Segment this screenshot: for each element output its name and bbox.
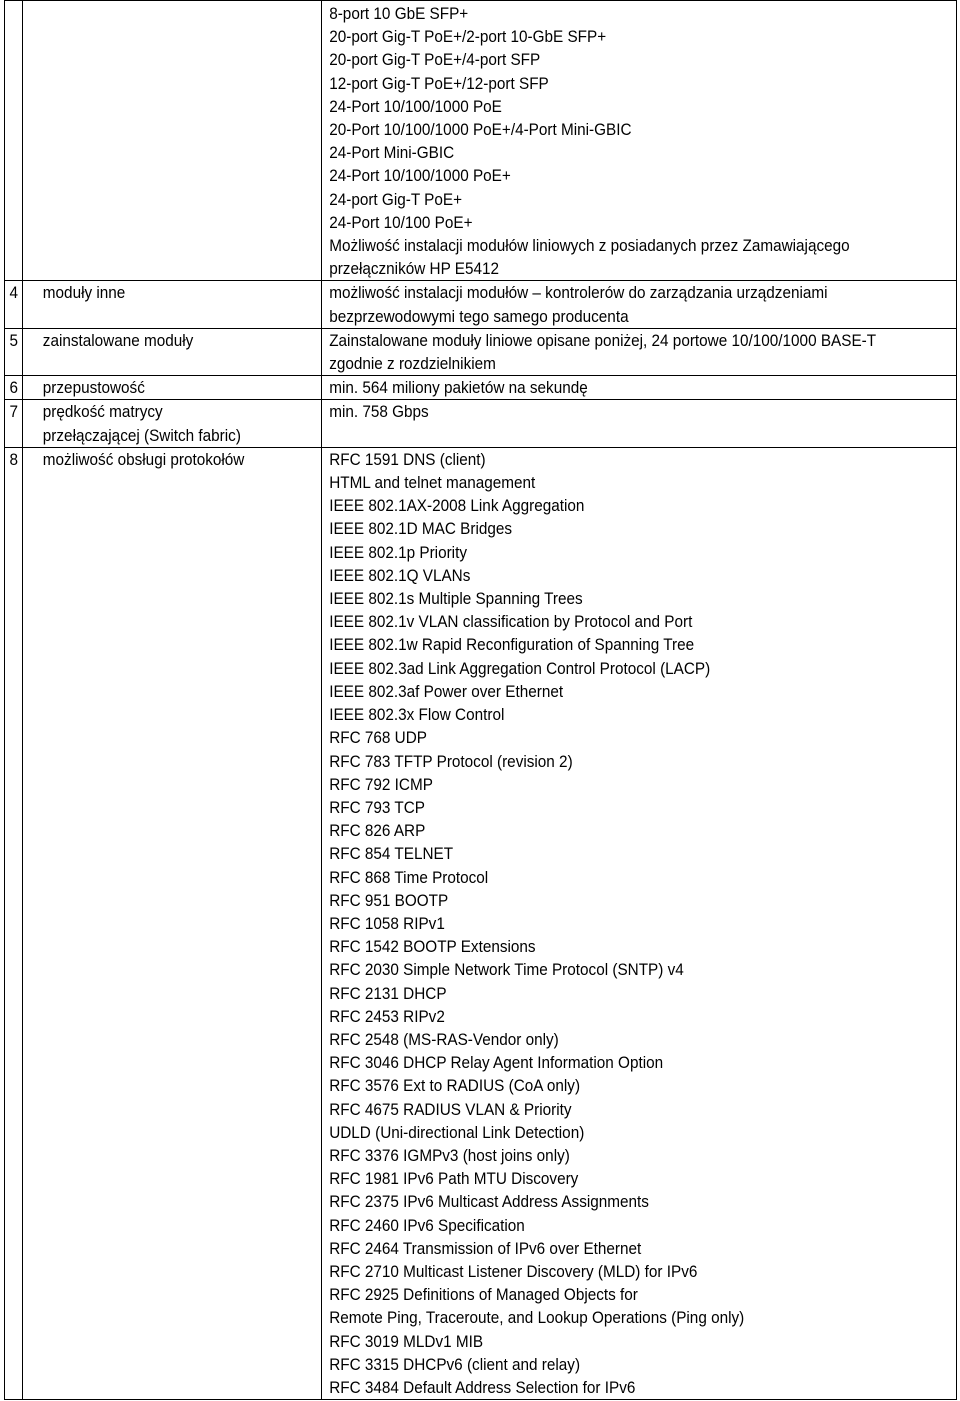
parameter-value-line: min. 758 Gbps: [329, 402, 429, 422]
spec-row: [5, 400, 957, 447]
parameter-value-line: bezprzewodowymi tego samego producenta: [329, 306, 629, 326]
parameter-name-cell: [23, 447, 322, 1399]
parameter-value-line: IEEE 802.1D MAC Bridges: [329, 519, 513, 539]
parameter-value-line: IEEE 802.1p Priority: [329, 542, 467, 562]
parameter-value-line: RFC 2375 IPv6 Multicast Address Assignments: [329, 1192, 649, 1212]
parameter-value-line: Remote Ping, Traceroute, and Lookup Operations (Ping only): [329, 1308, 745, 1328]
row-number: 8: [9, 449, 19, 469]
row-number: 5: [9, 330, 19, 350]
parameter-value-cell: [322, 376, 957, 400]
parameter-value-line: 24-port Gig-T PoE+: [329, 189, 463, 209]
parameter-value-line: RFC 3315 DHCPv6 (client and relay): [329, 1354, 581, 1374]
parameter-value-line: RFC 3046 DHCP Relay Agent Information Option: [329, 1053, 664, 1073]
parameter-value-line: RFC 3376 IGMPv3 (host joins only): [329, 1145, 570, 1165]
parameter-value-line: RFC 3484 Default Address Selection for IPv6: [329, 1377, 636, 1397]
parameter-value-line: 24-Port 10/100/1000 PoE: [329, 96, 502, 116]
parameter-value-line: RFC 2925 Definitions of Managed Objects for: [329, 1285, 638, 1305]
parameter-value-line: RFC 793 TCP: [329, 797, 426, 817]
parameter-value-line: 20-port Gig-T PoE+/2-port 10-GbE SFP+: [329, 27, 607, 47]
parameter-value-line: RFC 3576 Ext to RADIUS (CoA only): [329, 1076, 581, 1096]
parameter-value-line: IEEE 802.3x Flow Control: [329, 705, 505, 725]
spec-row: [5, 281, 957, 328]
parameter-value-line: 20-Port 10/100/1000 PoE+/4-Port Mini-GBIC: [329, 120, 632, 140]
parameter-value-line: przełączników HP E5412: [329, 259, 500, 279]
parameter-value-line: RFC 868 Time Protocol: [329, 867, 489, 887]
parameter-name-line: możliwość obsługi protokołów: [42, 449, 245, 469]
parameter-value-line: HTML and telnet management: [329, 473, 536, 493]
parameter-value-line: RFC 783 TFTP Protocol (revision 2): [329, 751, 573, 771]
parameter-value-line: RFC 2710 Multicast Listener Discovery (MLD) for IPv6: [329, 1261, 698, 1281]
parameter-value-line: RFC 792 ICMP: [329, 774, 433, 794]
parameter-value-line: RFC 826 ARP: [329, 821, 426, 841]
parameter-value-line: 24-Port 10/100/1000 PoE+: [329, 166, 511, 186]
parameter-value-line: IEEE 802.1AX-2008 Link Aggregation: [329, 496, 585, 516]
parameter-value-line: RFC 768 UDP: [329, 728, 427, 748]
parameter-value-line: RFC 2131 DHCP: [329, 983, 447, 1003]
parameter-name-line: moduły inne: [42, 283, 126, 303]
parameter-value-line: możliwość instalacji modułów – kontrolerów do zarządzania urządzeniami: [329, 283, 828, 303]
parameter-value-line: 12-port Gig-T PoE+/12-port SFP: [329, 73, 549, 93]
specification-table: [4, 0, 957, 1400]
parameter-value-line: RFC 951 BOOTP: [329, 890, 449, 910]
parameter-value-line: RFC 2460 IPv6 Specification: [329, 1215, 525, 1235]
parameter-value-cell: [322, 328, 957, 375]
parameter-value-line: 20-port Gig-T PoE+/4-port SFP: [329, 50, 541, 70]
parameter-value-line: RFC 1542 BOOTP Extensions: [329, 937, 536, 957]
parameter-name-line: prędkość matrycy: [42, 402, 163, 422]
parameter-value-cell: [322, 400, 957, 447]
parameter-name-cell: [23, 400, 322, 447]
parameter-name-cell: [23, 281, 322, 328]
row-number-cell: [5, 447, 23, 1399]
parameter-value-line: RFC 2453 RIPv2: [329, 1006, 445, 1026]
parameter-value-line: RFC 854 TELNET: [329, 844, 454, 864]
parameter-value-line: zgodnie z rozdzielnikiem: [329, 354, 496, 374]
parameter-value-line: RFC 2030 Simple Network Time Protocol (SNTP) v4: [329, 960, 684, 980]
row-number: 7: [9, 402, 19, 422]
parameter-value-line: RFC 4675 RADIUS VLAN & Priority: [329, 1099, 572, 1119]
parameter-value-line: Zainstalowane moduły liniowe opisane poniżej, 24 portowe 10/100/1000 BASE-T: [329, 330, 877, 350]
parameter-value-line: RFC 2548 (MS-RAS-Vendor only): [329, 1029, 559, 1049]
parameter-name-line: przepustowość: [42, 378, 145, 398]
parameter-value-cell: [322, 281, 957, 328]
spec-row: [5, 328, 957, 375]
parameter-value-line: 24-Port 10/100 PoE+: [329, 212, 473, 232]
parameter-value-line: RFC 1981 IPv6 Path MTU Discovery: [329, 1169, 579, 1189]
parameter-value-line: RFC 2464 Transmission of IPv6 over Ethernet: [329, 1238, 642, 1258]
parameter-value-line: IEEE 802.1s Multiple Spanning Trees: [329, 589, 583, 609]
parameter-value-line: IEEE 802.1Q VLANs: [329, 565, 471, 585]
parameter-value-cell: [322, 1, 957, 281]
parameter-name-cell: [23, 376, 322, 400]
parameter-value-line: IEEE 802.1v VLAN classification by Protocol and Port: [329, 612, 693, 632]
parameter-value-line: IEEE 802.1w Rapid Reconfiguration of Spanning Tree: [329, 635, 695, 655]
parameter-value-line: RFC 3019 MLDv1 MIB: [329, 1331, 484, 1351]
parameter-value-line: RFC 1058 RIPv1: [329, 913, 445, 933]
spec-row: [5, 1, 957, 281]
spec-row: [5, 376, 957, 400]
spec-row: [5, 447, 957, 1399]
parameter-value-line: RFC 1591 DNS (client): [329, 449, 486, 469]
specification-table-body: [5, 1, 957, 1400]
row-number-cell: [5, 1, 23, 281]
parameter-name-cell: [23, 1, 322, 281]
parameter-value-line: Możliwość instalacji modułów liniowych z posiadanych przez Zamawiającego: [329, 236, 850, 256]
parameter-value-line: IEEE 802.3ad Link Aggregation Control Protocol (LACP): [329, 658, 711, 678]
parameter-value-line: 24-Port Mini-GBIC: [329, 143, 455, 163]
parameter-value-line: 8-port 10 GbE SFP+: [329, 4, 469, 23]
parameter-name-line: przełączającej (Switch fabric): [42, 425, 241, 445]
parameter-value-line: IEEE 802.3af Power over Ethernet: [329, 681, 564, 701]
row-number: 4: [9, 283, 19, 303]
row-number: 6: [9, 378, 19, 398]
parameter-value-cell: [322, 447, 957, 1399]
parameter-value-line: UDLD (Uni-directional Link Detection): [329, 1122, 585, 1142]
parameter-name-line: zainstalowane moduły: [42, 330, 194, 350]
parameter-name-cell: [23, 328, 322, 375]
parameter-value-line: min. 564 miliony pakietów na sekundę: [329, 378, 588, 398]
